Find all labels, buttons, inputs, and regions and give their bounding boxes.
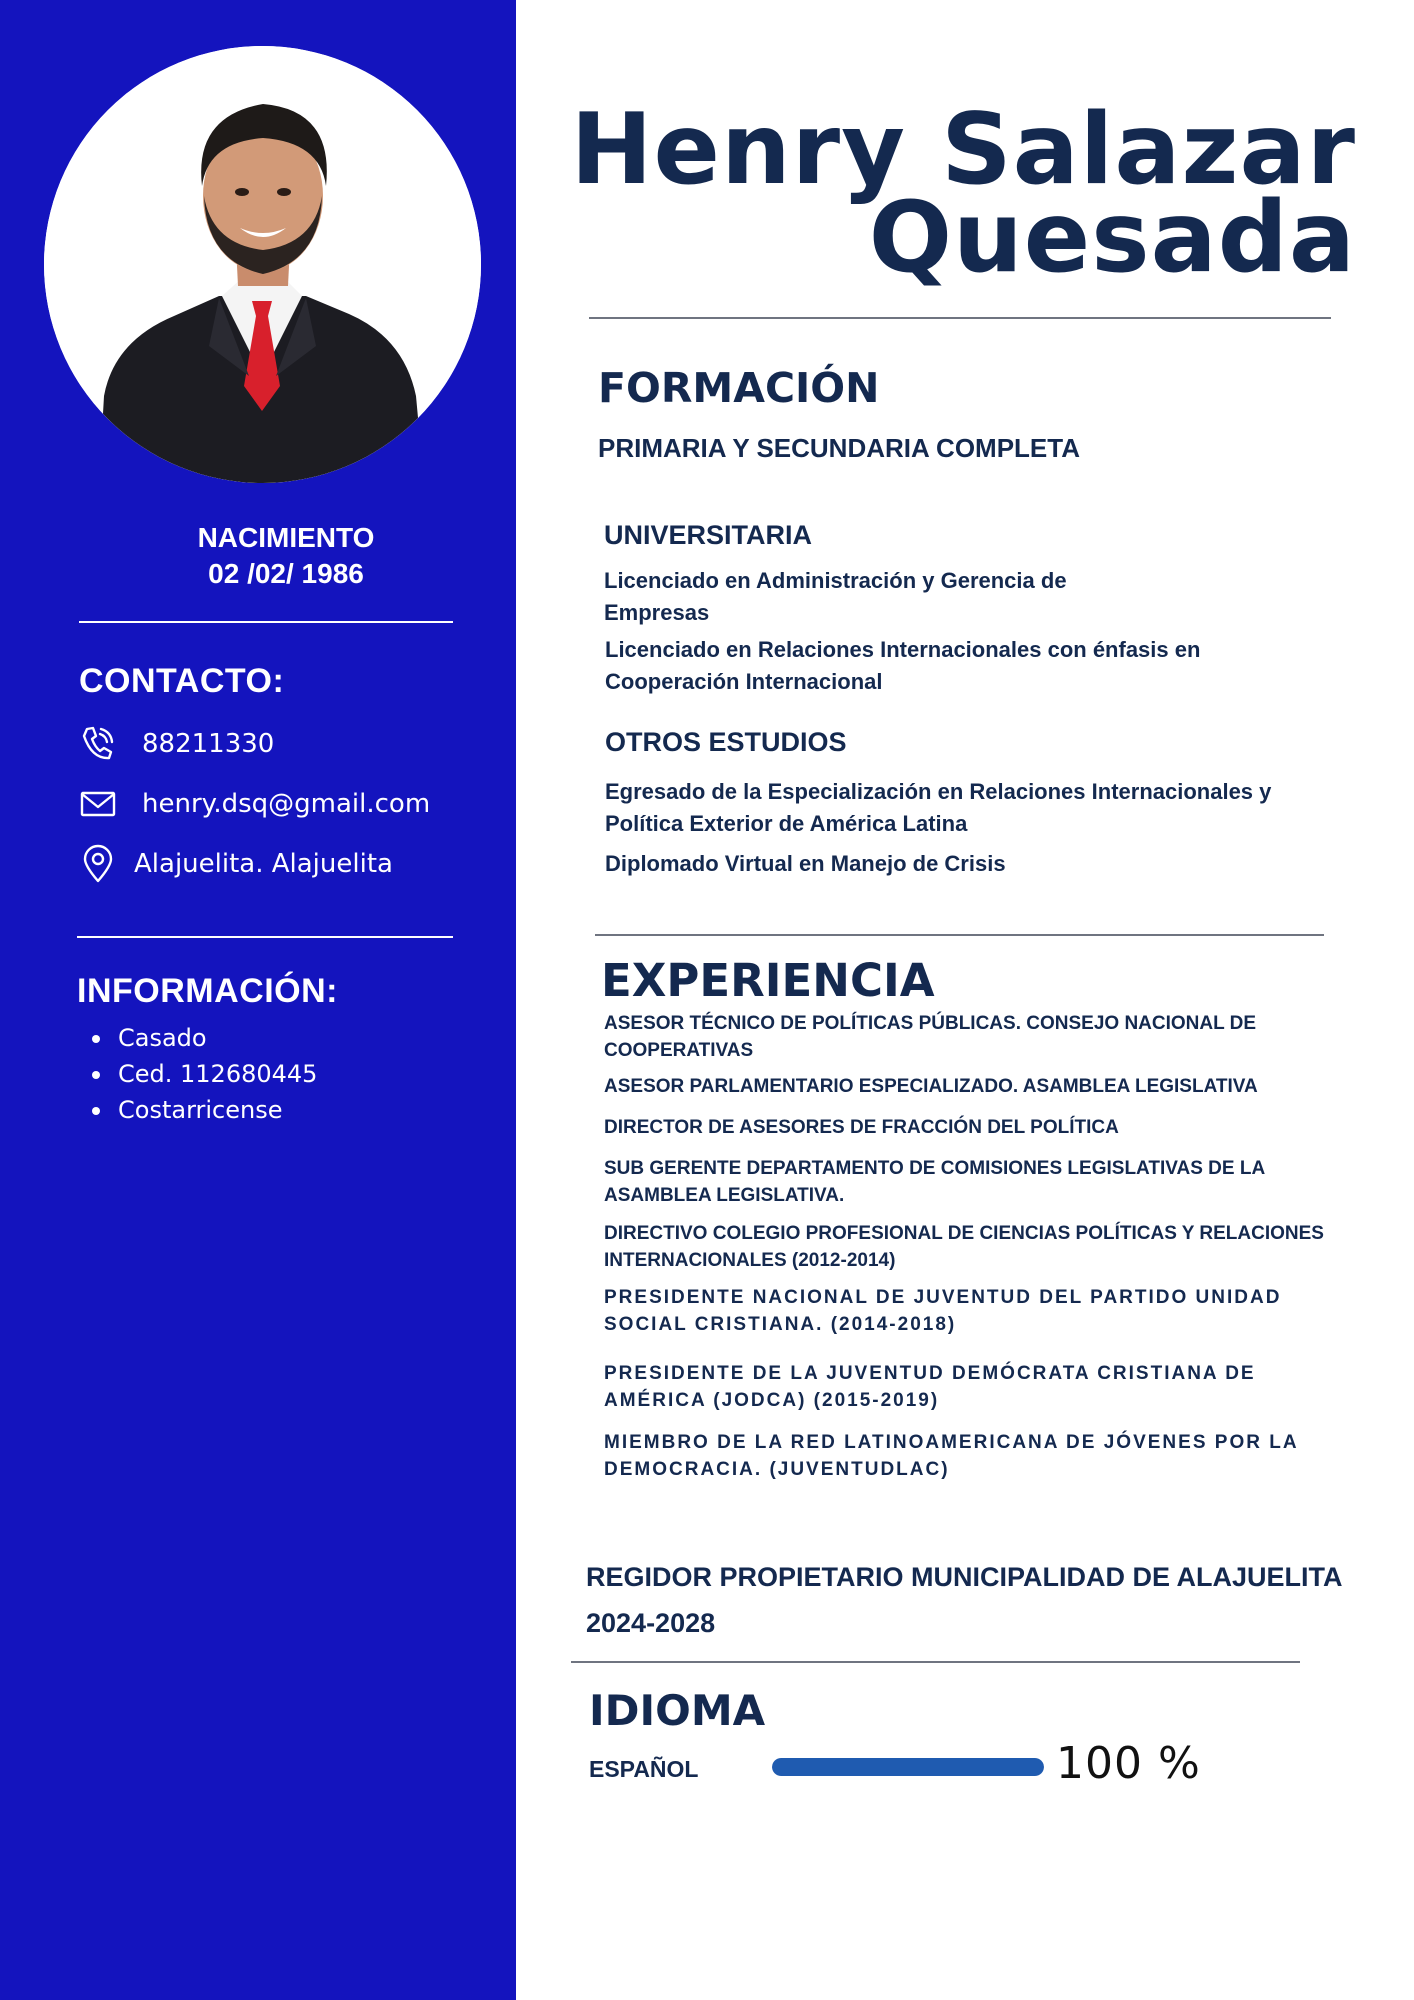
sidebar-divider <box>77 936 453 938</box>
text-line: Licenciado en Relaciones Internacionales con énfasis en <box>605 637 1201 662</box>
main-divider <box>589 317 1331 319</box>
otros-item-2 <box>605 848 1006 880</box>
universitaria-item-2 <box>605 634 1200 698</box>
text-line: ASESOR PARLAMENTARIO ESPECIALIZADO. ASAMBLEA LEGISLATIVA <box>604 1076 1258 1097</box>
location-text: Alajuelita. Alajuelita <box>134 849 393 879</box>
name-line-1: Henry Salazar <box>570 93 1356 207</box>
full-name <box>570 93 1356 295</box>
text-line: DEMOCRACIA. (JUVENTUDLAC) <box>604 1459 950 1480</box>
sidebar <box>0 0 516 2000</box>
experience-item <box>604 1429 1299 1483</box>
birth-date: 02 /02/ 1986 <box>208 558 364 589</box>
birth-section <box>80 520 492 592</box>
text-line: AMÉRICA (JODCA) (2015-2019) <box>604 1390 940 1411</box>
name-line-2: Quesada <box>868 181 1356 295</box>
portrait-image <box>44 46 481 483</box>
phone-number[interactable]: 88211330 <box>142 729 275 759</box>
language-level-fill <box>772 1758 1044 1776</box>
text-line: 2024-2028 <box>586 1608 716 1638</box>
contact-title: CONTACTO: <box>79 662 285 700</box>
text-line: ASESOR TÉCNICO DE POLÍTICAS PÚBLICAS. CONSEJO NACIONAL DE <box>604 1013 1257 1034</box>
language-name: ESPAÑOL <box>589 1756 699 1782</box>
text-line: Empresas <box>604 600 710 625</box>
text-line: SUB GERENTE DEPARTAMENTO DE COMISIONES LEGISLATIVAS DE LA <box>604 1158 1266 1179</box>
experience-item <box>604 1155 1265 1209</box>
experiencia-title: EXPERIENCIA <box>601 954 935 1007</box>
phone-icon <box>76 722 120 766</box>
contact-email <box>76 782 430 826</box>
otros-item-1 <box>605 776 1271 840</box>
info-item: Ced. 112680445 <box>90 1056 317 1092</box>
experience-item <box>604 1114 1119 1141</box>
text-line: COOPERATIVAS <box>604 1040 754 1061</box>
experience-item <box>604 1010 1256 1064</box>
text-line: INTERNACIONALES (2012-2014) <box>604 1250 896 1271</box>
birth-label: NACIMIENTO <box>197 522 375 553</box>
info-list <box>90 1020 317 1128</box>
main-divider <box>595 934 1324 936</box>
info-item: Costarricense <box>90 1092 317 1128</box>
sidebar-divider <box>79 621 453 623</box>
text-line: Política Exterior de América Latina <box>605 811 968 836</box>
idioma-title: IDIOMA <box>589 1686 766 1735</box>
formacion-title: FORMACIÓN <box>598 364 880 412</box>
regidor-text <box>586 1554 1346 1646</box>
experience-item <box>604 1220 1324 1274</box>
email-icon <box>76 782 120 826</box>
info-item: Casado <box>90 1020 317 1056</box>
text-line: Diplomado Virtual en Manejo de Crisis <box>605 851 1006 876</box>
text-line: SOCIAL CRISTIANA. (2014-2018) <box>604 1314 957 1335</box>
text-line: PRESIDENTE DE LA JUVENTUD DEMÓCRATA CRISTIANA DE <box>604 1363 1256 1384</box>
text-line: Egresado de la Especialización en Relaciones Internacionales y <box>605 779 1272 804</box>
text-line: DIRECTIVO COLEGIO PROFESIONAL DE CIENCIAS POLÍTICAS Y RELACIONES <box>604 1223 1324 1244</box>
info-title: INFORMACIÓN: <box>77 972 338 1010</box>
location-pin-icon <box>76 842 120 886</box>
email-address[interactable]: henry.dsq@gmail.com <box>142 789 431 819</box>
universitaria-item-1 <box>604 565 1067 629</box>
text-line: PRESIDENTE NACIONAL DE JUVENTUD DEL PARTIDO UNIDAD <box>604 1287 1282 1308</box>
text-line: Cooperación Internacional <box>605 669 883 694</box>
contact-phone <box>76 722 274 766</box>
text-line: MIEMBRO DE LA RED LATINOAMERICANA DE JÓVENES POR LA <box>604 1432 1299 1453</box>
language-level-bar <box>772 1758 1044 1776</box>
otros-title: OTROS ESTUDIOS <box>605 727 847 757</box>
experience-item <box>604 1284 1281 1338</box>
contact-location <box>76 842 393 886</box>
primaria-text: PRIMARIA Y SECUNDARIA COMPLETA <box>598 433 1080 463</box>
profile-photo <box>44 46 481 483</box>
language-level-text: 100 % <box>1056 1738 1201 1789</box>
text-line: ASAMBLEA LEGISLATIVA. <box>604 1185 845 1206</box>
experience-item <box>604 1073 1258 1100</box>
text-line: Licenciado en Administración y Gerencia de <box>604 568 1067 593</box>
main-divider <box>571 1661 1300 1663</box>
text-line: DIRECTOR DE ASESORES DE FRACCIÓN DEL POLÍTICA <box>604 1117 1119 1138</box>
text-line: REGIDOR PROPIETARIO MUNICIPALIDAD DE ALAJUELITA <box>586 1562 1343 1592</box>
experience-item <box>604 1360 1256 1414</box>
universitaria-title: UNIVERSITARIA <box>604 520 813 550</box>
